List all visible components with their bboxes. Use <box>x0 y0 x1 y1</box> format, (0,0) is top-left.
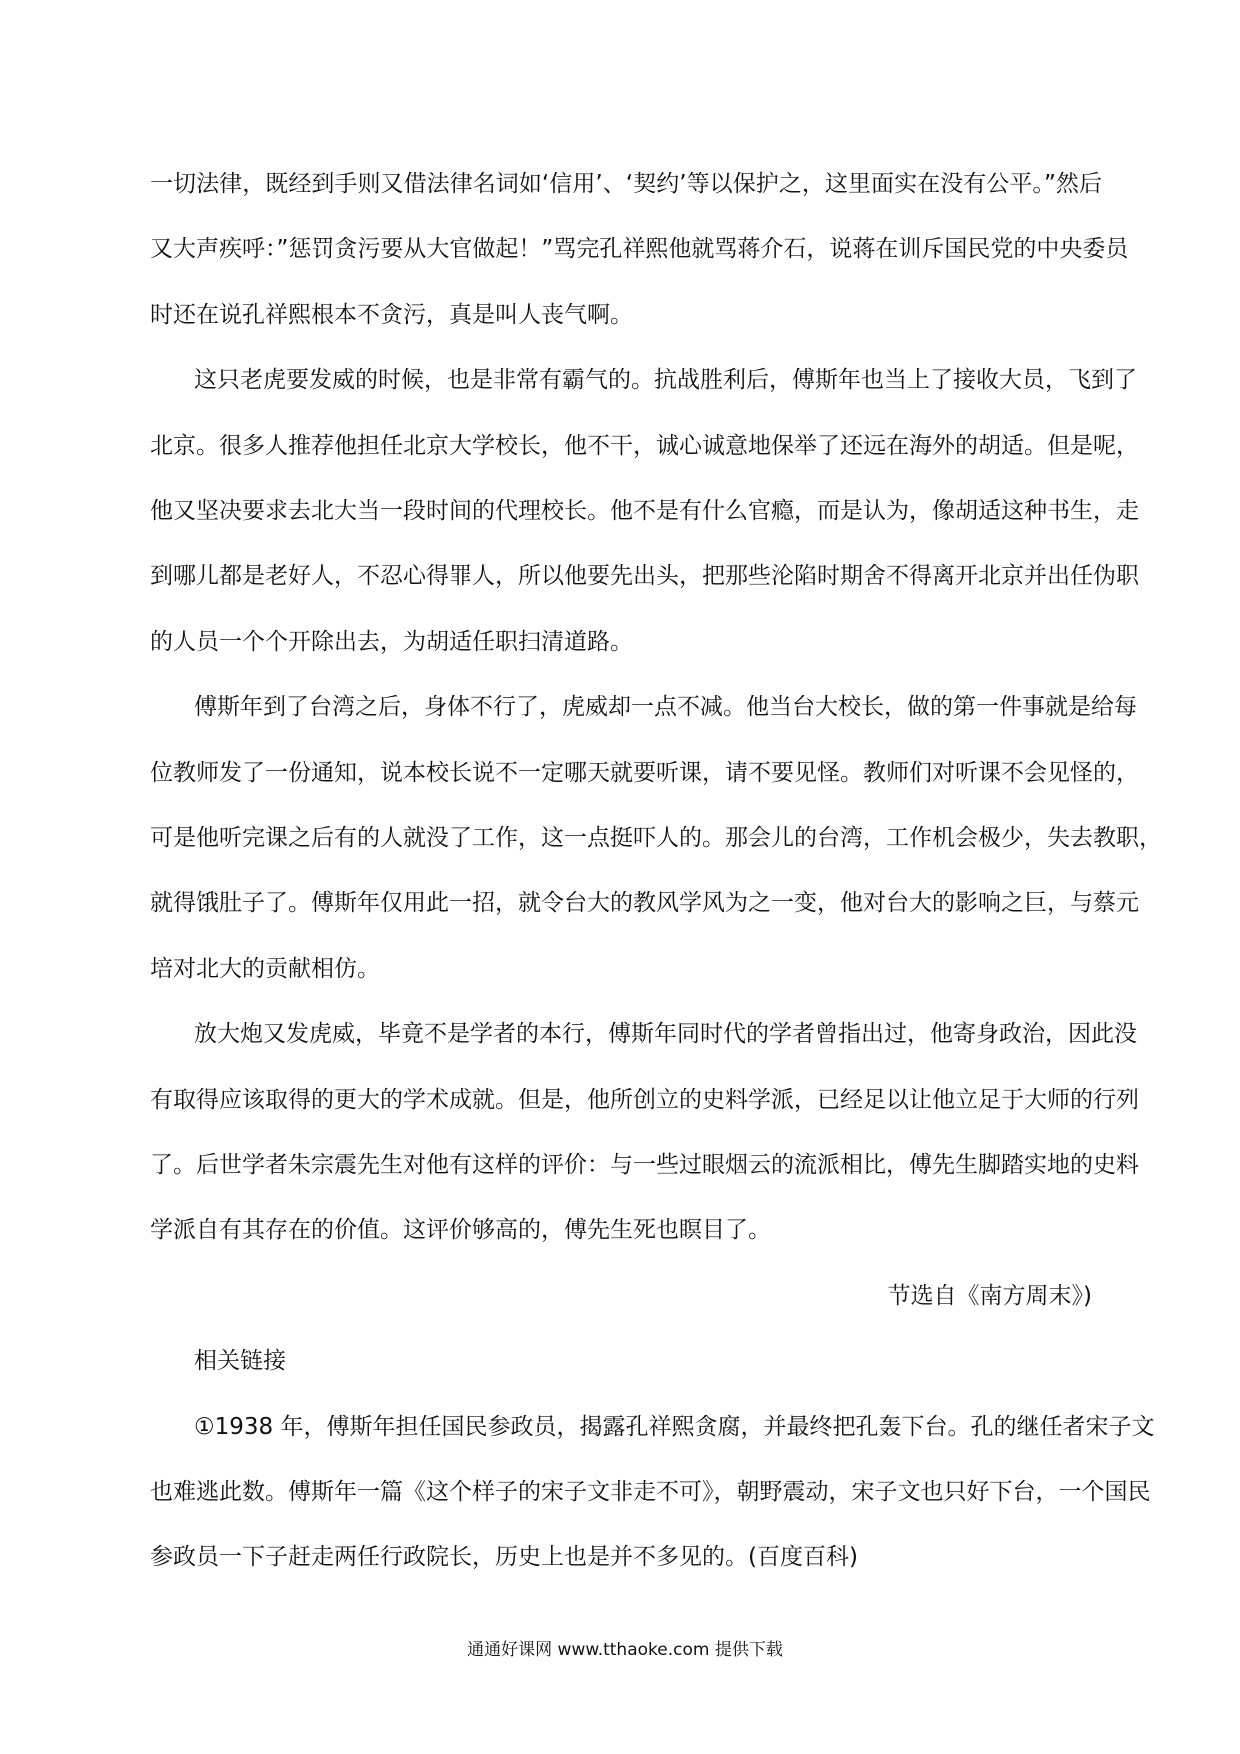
related-links-heading: 相关链接 <box>194 1348 286 1375</box>
paragraph-line: 又大声疾呼：”惩罚贪污要从大官做起！”骂完孔祥熙他就骂蒋介石，说蒋在训斥国民党的中央委员 <box>150 236 1129 263</box>
paragraph-line: 傅斯年到了台湾之后，身体不行了，虎威却一点不减。他当台大校长，做的第一件事就是给每 <box>194 694 1137 721</box>
paragraph-line: 培对北大的贡献相仿。 <box>150 955 380 982</box>
paragraph-line: 到哪儿都是老好人，不忍心得罪人，所以他要先出头，把那些沦陷时期舍不得离开北京并出任伪职 <box>150 563 1139 590</box>
related-paragraph-line: ①1938 年，傅斯年担任国民参政员，揭露孔祥熙贪腐，并最终把孔轰下台。孔的继任者宋子文 <box>194 1413 1155 1440</box>
paragraph-line: 一切法律，既经到手则又借法律名词如‘信用’、‘契约’等以保护之，这里面实在没有公平。”然后 <box>150 171 1102 197</box>
paragraph-line: 时还在说孔祥熙根本不贪污，真是叫人丧气啊。 <box>150 301 633 328</box>
paragraph-line: 北京。很多人推荐他担任北京大学校长，他不干，诚心诚意地保举了还远在海外的胡适。但是呢， <box>150 432 1139 459</box>
source-citation: 节选自《南方周末》) <box>887 1282 1092 1309</box>
paragraph-line: 位教师发了一份通知，说本校长说不一定哪天就要听课，请不要见怪。教师们对听课不会见怪的， <box>150 759 1139 786</box>
paragraph-line: 了。后世学者朱宗震先生对他有这样的评价：与一些过眼烟云的流派相比，傅先生脚踏实地的史料 <box>150 1152 1139 1178</box>
paragraph-line: 的人员一个个开除出去，为胡适任职扫清道路。 <box>150 628 633 655</box>
paragraph-line: 学派自有其存在的价值。这评价够高的，傅先生死也瞑目了。 <box>150 1217 771 1244</box>
paragraph-line: 有取得应该取得的更大的学术成就。但是，他所创立的史料学派，已经足以让他立足于大师的行列 <box>150 1086 1139 1113</box>
related-paragraph-line: 也难逃此数。傅斯年一篇《这个样子的宋子文非走不可》，朝野震动，宋子文也只好下台，一个国民 <box>150 1479 1151 1505</box>
paragraph-line: 他又坚决要求去北大当一段时间的代理校长。他不是有什么官瘾，而是认为，像胡适这种书生，走 <box>150 498 1139 524</box>
footer-text: 通通好课网 www.tthaoke.com 提供下载 <box>467 1640 783 1660</box>
related-paragraph-line: 参政员一下子赶走两任行政院长，历史上也是并不多见的。(百度百科) <box>150 1544 858 1571</box>
paragraph-line: 可是他听完课之后有的人就没了工作，这一点挺吓人的。那会儿的台湾，工作机会极少，失去教职， <box>150 825 1162 851</box>
paragraph-line: 这只老虎要发威的时候，也是非常有霸气的。抗战胜利后，傅斯年也当上了接收大员，飞到了 <box>194 367 1137 394</box>
paragraph-line: 放大炮又发虎威，毕竟不是学者的本行，傅斯年同时代的学者曾指出过，他寄身政治，因此没 <box>194 1021 1137 1048</box>
paragraph-line: 就得饿肚子了。傅斯年仅用此一招，就令台大的教风学风为之一变，他对台大的影响之巨，与蔡元 <box>150 890 1139 917</box>
